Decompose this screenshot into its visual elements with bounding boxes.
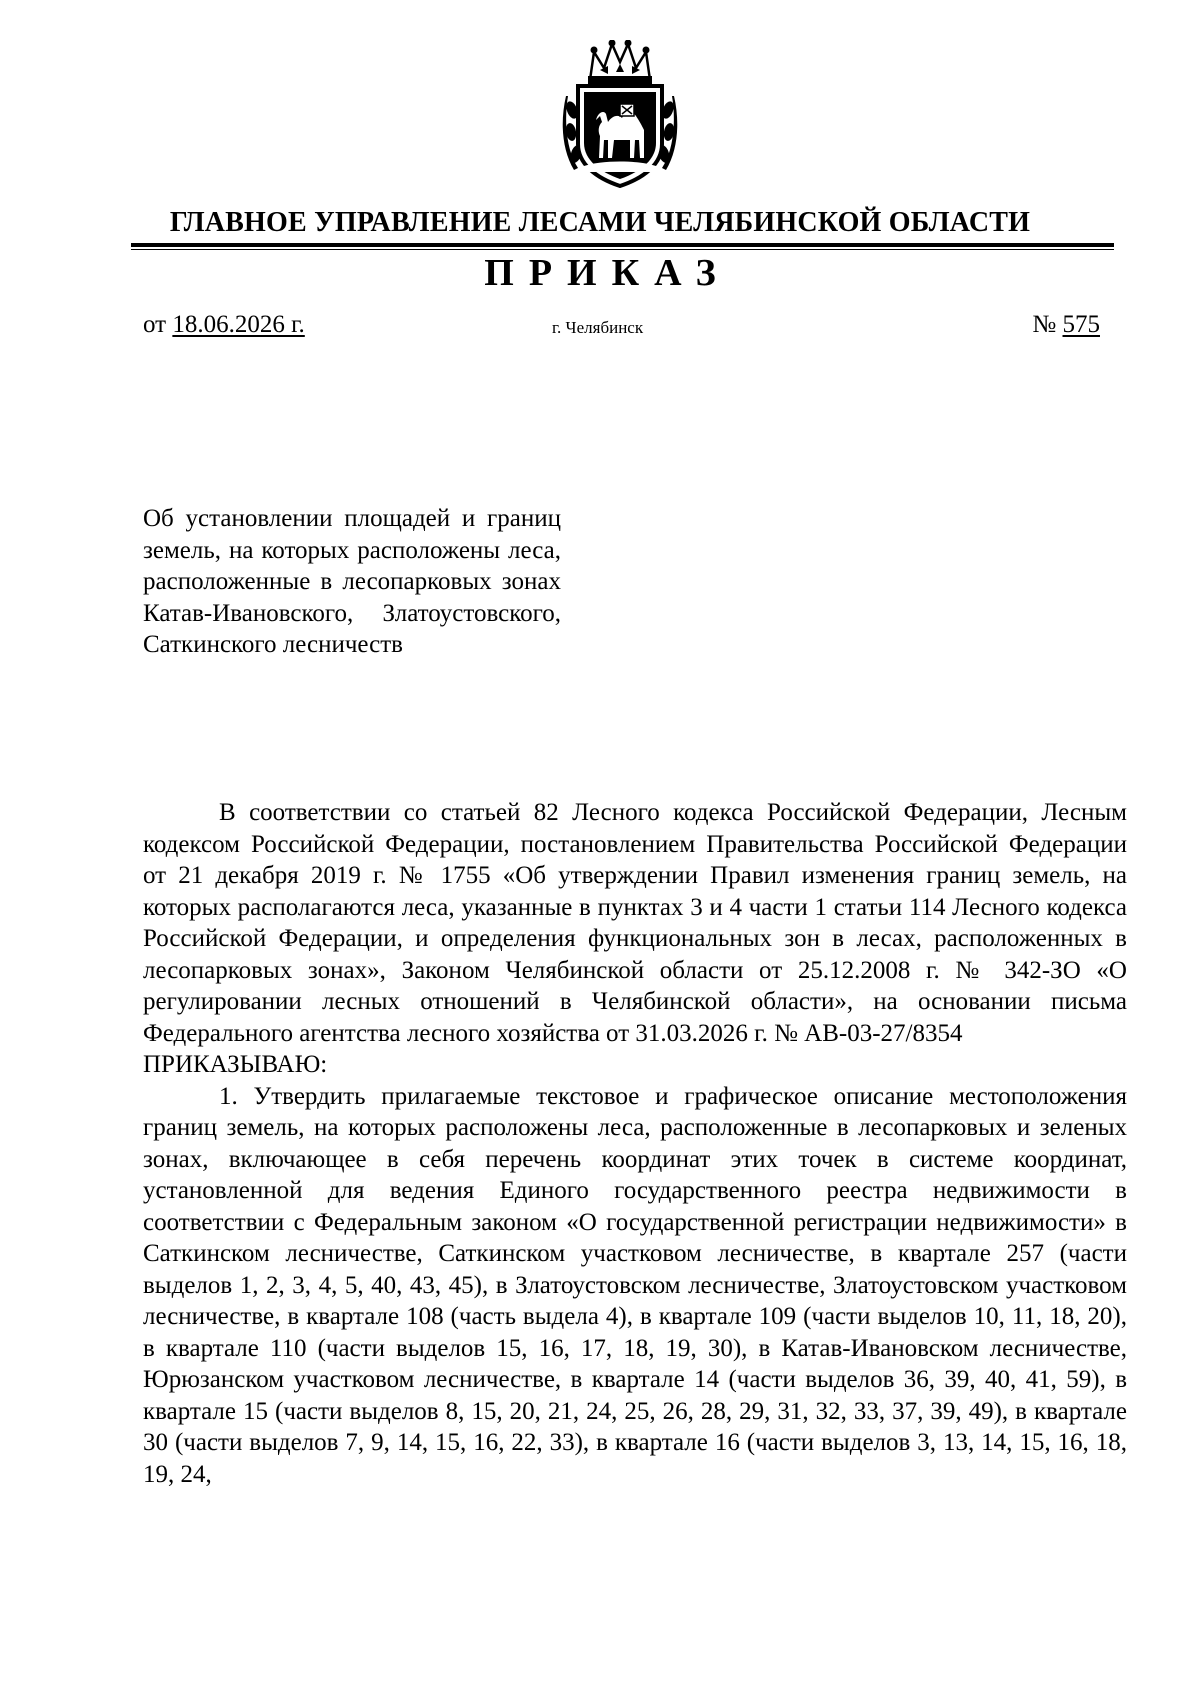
body-preamble: В соответствии со статьей 82 Лесного кодекса Российской Федерации, Лесным кодексом Российской Федерации, постановлением Правительства Российской Федерации от 21 декабря 2019 г. № 1755 «Об утверждении Правил изменения границ земель, на которых располагаются леса, указанные в пунктах 3 и 4 части 1 статьи 114 Лесного кодекса Российской Федерации, и определения функциональных зон в лесах, расположенных в лесопарковых зонах», Законом Челябинской области от 25.12.2008 г. № 342-ЗО «О регулировании лесных отношений в Челябинской области», на основании письма Федерального агентства лесного хозяйства от 31.03.2026 г. № АВ-03-27/8354 [143,799,1127,1047]
order-word: ПРИКАЗЫВАЮ: [143,1051,328,1078]
crown-icon [588,40,652,84]
number-prefix: № [1032,311,1063,338]
body-item-1: 1. Утвердить прилагаемые текстовое и графическое описание местоположения границ земель, на которых расположены леса, расположенные в лесопарковых и зеленых зонах, включающее в себя перечень координат этих точек в системе координат, установленной для ведения Единого государственного реестра недвижимости в соответствии с Федеральным законом «О государственной регистрации недвижимости» в Саткинском лесничестве, Саткинском участковом лесничестве, в квартале 257 (части выделов 1, 2, 3, 4, 5, 40, 43, 45), в Златоустовском лесничестве, Златоустовском участковом лесничестве, в квартале 108 (часть выдела 4), в квартале 109 (части выделов 10, 11, 18, 20), в квартале 110 (части выделов 15, 16, 17, 18, 19, 30), в Катав-Ивановском лесничестве, Юрюзанском участковом лесничестве, в квартале 14 (части выделов 36, 39, 40, 41, 59), в квартале 15 (части выделов 8, 15, 20, 21, 24, 25, 26, 28, 29, 31, 32, 33, 37, 39, 49), в квартале 30 (части выделов 7, 9, 14, 15, 16, 22, 33), в квартале 16 (части выделов 3, 13, 14, 15, 16, 18, 19, 24, [143,1082,1127,1488]
date-prefix: от [143,311,173,338]
document-subject: Об установлении площадей и границ земель, на которых расположены леса, расположенные в лесопарковых зонах Катав-Ивановского, Златоустовского, Саткинского лесничеств [143,505,561,658]
coat-of-arms-emblem [562,40,678,188]
document-number: 575 [1062,311,1100,338]
document-date: 18.06.2026 г. [172,311,305,338]
document-date-line [143,311,305,339]
document-type-title: ПРИКАЗ [484,252,731,294]
document-number-line [1032,311,1100,339]
document-city: г. Челябинск [552,318,644,337]
header-rule-thin [131,249,1114,250]
header-rule-thick [131,243,1114,247]
organization-title: ГЛАВНОЕ УПРАВЛЕНИЕ ЛЕСАМИ ЧЕЛЯБИНСКОЙ ОБЛАСТИ [169,207,1031,238]
document-body [143,797,1127,1490]
